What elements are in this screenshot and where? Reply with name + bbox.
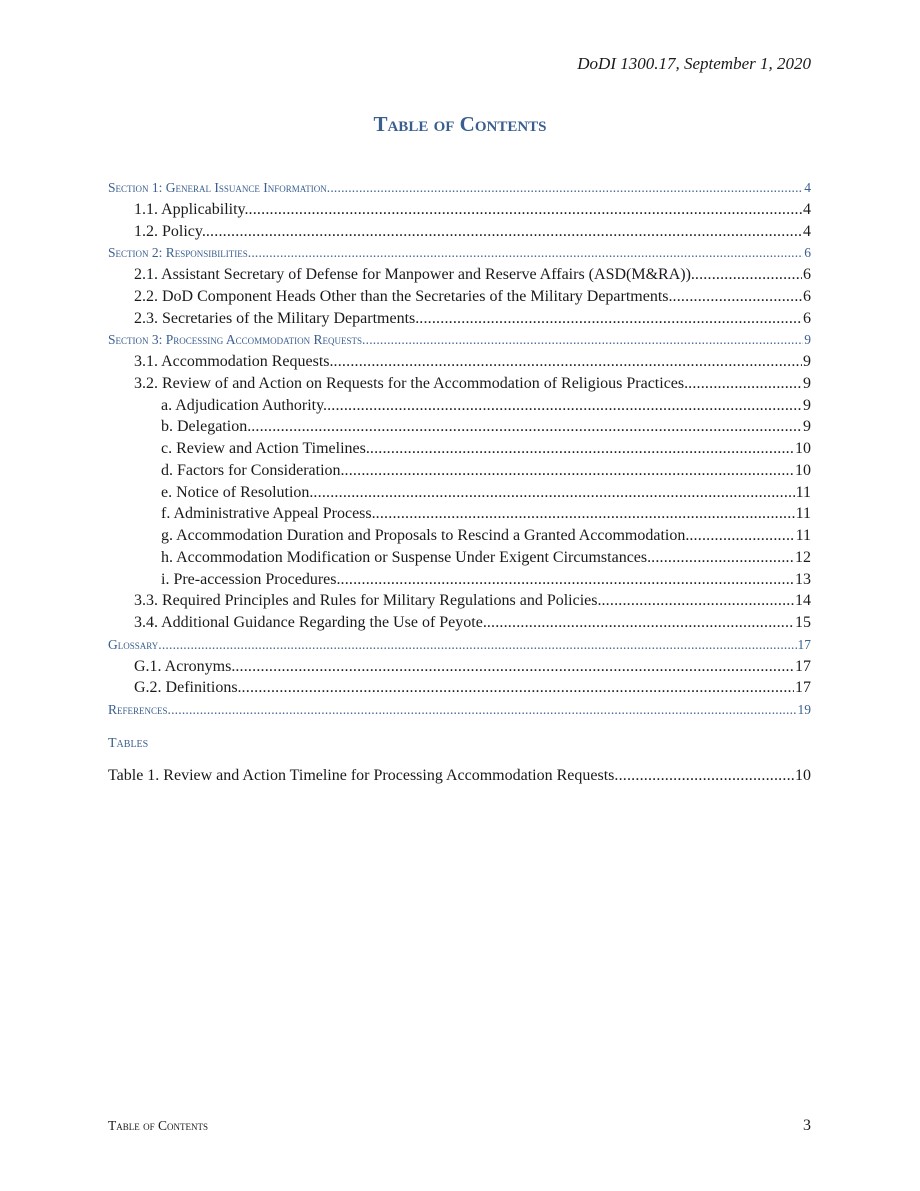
table-of-contents bbox=[108, 177, 811, 721]
toc-entry[interactable] bbox=[108, 329, 811, 351]
leader-dots bbox=[168, 699, 797, 721]
toc-entry-page: 17 bbox=[797, 636, 811, 652]
leader-dots bbox=[251, 416, 802, 438]
toc-entry[interactable] bbox=[108, 612, 811, 634]
leader-dots bbox=[370, 438, 794, 460]
leader-dots bbox=[249, 199, 802, 221]
toc-entry-page: 6 bbox=[803, 309, 811, 327]
toc-entry[interactable] bbox=[108, 395, 811, 417]
toc-entry-label: h. Accommodation Modification or Suspense Under Exigent Circumstances. bbox=[161, 548, 652, 566]
leader-dots bbox=[362, 329, 803, 351]
leader-dots bbox=[614, 765, 794, 787]
toc-entry-page: 9 bbox=[803, 396, 811, 414]
toc-entry-label: d. Factors for Consideration. bbox=[161, 461, 345, 479]
toc-entry-page: 12 bbox=[795, 548, 811, 566]
leader-dots bbox=[334, 351, 802, 373]
toc-entry-label: G.1. Acronyms. bbox=[134, 657, 236, 675]
toc-entry-page: 11 bbox=[795, 527, 811, 544]
leader-dots bbox=[688, 373, 802, 395]
toc-entry-label: c. Review and Action Timelines. bbox=[161, 440, 370, 457]
toc-entry[interactable] bbox=[108, 634, 811, 656]
leader-dots bbox=[248, 242, 803, 264]
table-entry[interactable] bbox=[108, 765, 811, 787]
toc-entry-page: 10 bbox=[795, 461, 811, 479]
toc-entry-page: 11 bbox=[795, 505, 811, 523]
toc-entry[interactable] bbox=[108, 221, 811, 243]
toc-entry[interactable] bbox=[108, 351, 811, 373]
toc-entry-label: a. Adjudication Authority. bbox=[161, 396, 328, 414]
table-entry-label: Table 1. Review and Action Timeline for Processing Accommodation Requests bbox=[108, 767, 615, 784]
toc-entry[interactable] bbox=[108, 264, 811, 286]
toc-entry-page: 14 bbox=[795, 592, 811, 610]
toc-entry-label: 3.2. Review of and Action on Requests for the Accommodation of Religious Practices. bbox=[134, 374, 689, 392]
toc-entry-page: 4 bbox=[803, 200, 811, 218]
toc-entry[interactable] bbox=[108, 525, 811, 547]
footer-label: Table of Contents bbox=[108, 1118, 208, 1133]
toc-entry-label: 3.3. Required Principles and Rules for Military Regulations and Policies. bbox=[134, 592, 602, 610]
leader-dots bbox=[601, 590, 794, 612]
toc-entry-page: 6 bbox=[803, 287, 811, 305]
toc-entry-label: 2.3. Secretaries of the Military Departments. bbox=[134, 309, 420, 327]
toc-entry-label: 1.2. Policy. bbox=[134, 222, 206, 240]
toc-entry-page: 17 bbox=[795, 657, 811, 675]
toc-entry-page: 6 bbox=[803, 266, 811, 283]
toc-entry[interactable] bbox=[108, 547, 811, 569]
leader-dots bbox=[487, 612, 794, 634]
toc-entry-label: i. Pre-accession Procedures. bbox=[161, 570, 341, 588]
leader-dots bbox=[673, 286, 802, 308]
leader-dots bbox=[327, 177, 803, 199]
toc-entry-label: 1.1. Applicability. bbox=[134, 200, 249, 218]
toc-entry[interactable] bbox=[108, 199, 811, 221]
toc-entry-page: 9 bbox=[803, 353, 811, 370]
toc-entry-label: 3.1. Accommodation Requests. bbox=[134, 353, 334, 370]
toc-entry-page: 19 bbox=[797, 702, 811, 717]
toc-entry[interactable] bbox=[108, 286, 811, 308]
document-reference: DoDI 1300.17, September 1, 2020 bbox=[577, 54, 811, 73]
leader-dots bbox=[345, 460, 794, 482]
toc-entry-label: Glossary bbox=[108, 636, 159, 652]
toc-entry-page: 10 bbox=[795, 440, 811, 457]
toc-entry-label: e. Notice of Resolution. bbox=[161, 483, 314, 501]
toc-entry-page: 9 bbox=[803, 418, 811, 436]
leader-dots bbox=[206, 221, 802, 243]
toc-entry[interactable] bbox=[108, 503, 811, 525]
toc-entry-label: b. Delegation. bbox=[161, 418, 252, 436]
toc-entry-page: 4 bbox=[803, 222, 811, 240]
toc-entry-label: 2.2. DoD Component Heads Other than the Secretaries of the Military Departments. bbox=[134, 287, 673, 305]
toc-entry[interactable] bbox=[108, 677, 811, 699]
toc-entry-label: 3.4. Additional Guidance Regarding the Use of Peyote. bbox=[134, 614, 487, 631]
toc-entry-page: 15 bbox=[795, 614, 811, 631]
leader-dots bbox=[313, 482, 794, 504]
toc-entry-page: 17 bbox=[795, 679, 811, 697]
leader-dots bbox=[235, 656, 794, 678]
toc-entry[interactable] bbox=[108, 416, 811, 438]
toc-entry-label: f. Administrative Appeal Process. bbox=[161, 505, 376, 523]
toc-entry[interactable] bbox=[108, 656, 811, 678]
leader-dots bbox=[242, 677, 794, 699]
toc-entry-page: 9 bbox=[804, 332, 811, 348]
toc-entry[interactable] bbox=[108, 177, 811, 199]
toc-entry-label: Section 1: General Issuance Information bbox=[108, 180, 327, 195]
table-entry-page: 10 bbox=[795, 767, 811, 784]
toc-entry[interactable] bbox=[108, 438, 811, 460]
toc-entry[interactable] bbox=[108, 569, 811, 591]
toc-entry-label: References bbox=[108, 702, 168, 717]
page-title: Table of Contents bbox=[373, 112, 547, 136]
toc-entry-label: G.2. Definitions. bbox=[134, 679, 242, 697]
leader-dots bbox=[695, 264, 802, 286]
toc-entry-page: 9 bbox=[803, 374, 811, 392]
toc-entry[interactable] bbox=[108, 590, 811, 612]
page-number: 3 bbox=[803, 1117, 811, 1134]
toc-entry-page: 4 bbox=[804, 180, 811, 195]
toc-entry-label: 2.1. Assistant Secretary of Defense for Manpower and Reserve Affairs (ASD(M&RA)). bbox=[134, 266, 695, 283]
tables-heading: Tables bbox=[108, 736, 149, 751]
toc-entry-label: Section 3: Processing Accommodation Requests bbox=[108, 332, 363, 348]
leader-dots bbox=[689, 525, 794, 547]
toc-entry-label: g. Accommodation Duration and Proposals to Rescind a Granted Accommodation. bbox=[161, 527, 690, 544]
leader-dots bbox=[327, 395, 802, 417]
toc-entry[interactable] bbox=[108, 308, 811, 330]
leader-dots bbox=[419, 308, 802, 330]
toc-entry[interactable] bbox=[108, 482, 811, 504]
toc-entry[interactable] bbox=[108, 460, 811, 482]
leader-dots bbox=[651, 547, 794, 569]
leader-dots bbox=[158, 634, 796, 656]
toc-entry-page: 13 bbox=[795, 570, 811, 588]
toc-entry-label: Section 2: Responsibilities bbox=[108, 245, 248, 261]
list-of-tables bbox=[108, 765, 811, 787]
toc-entry[interactable] bbox=[108, 699, 811, 721]
toc-entry[interactable] bbox=[108, 373, 811, 395]
toc-entry-page: 6 bbox=[804, 245, 811, 261]
leader-dots bbox=[341, 569, 795, 591]
toc-entry-page: 11 bbox=[795, 483, 811, 501]
toc-entry[interactable] bbox=[108, 242, 811, 264]
leader-dots bbox=[376, 503, 795, 525]
